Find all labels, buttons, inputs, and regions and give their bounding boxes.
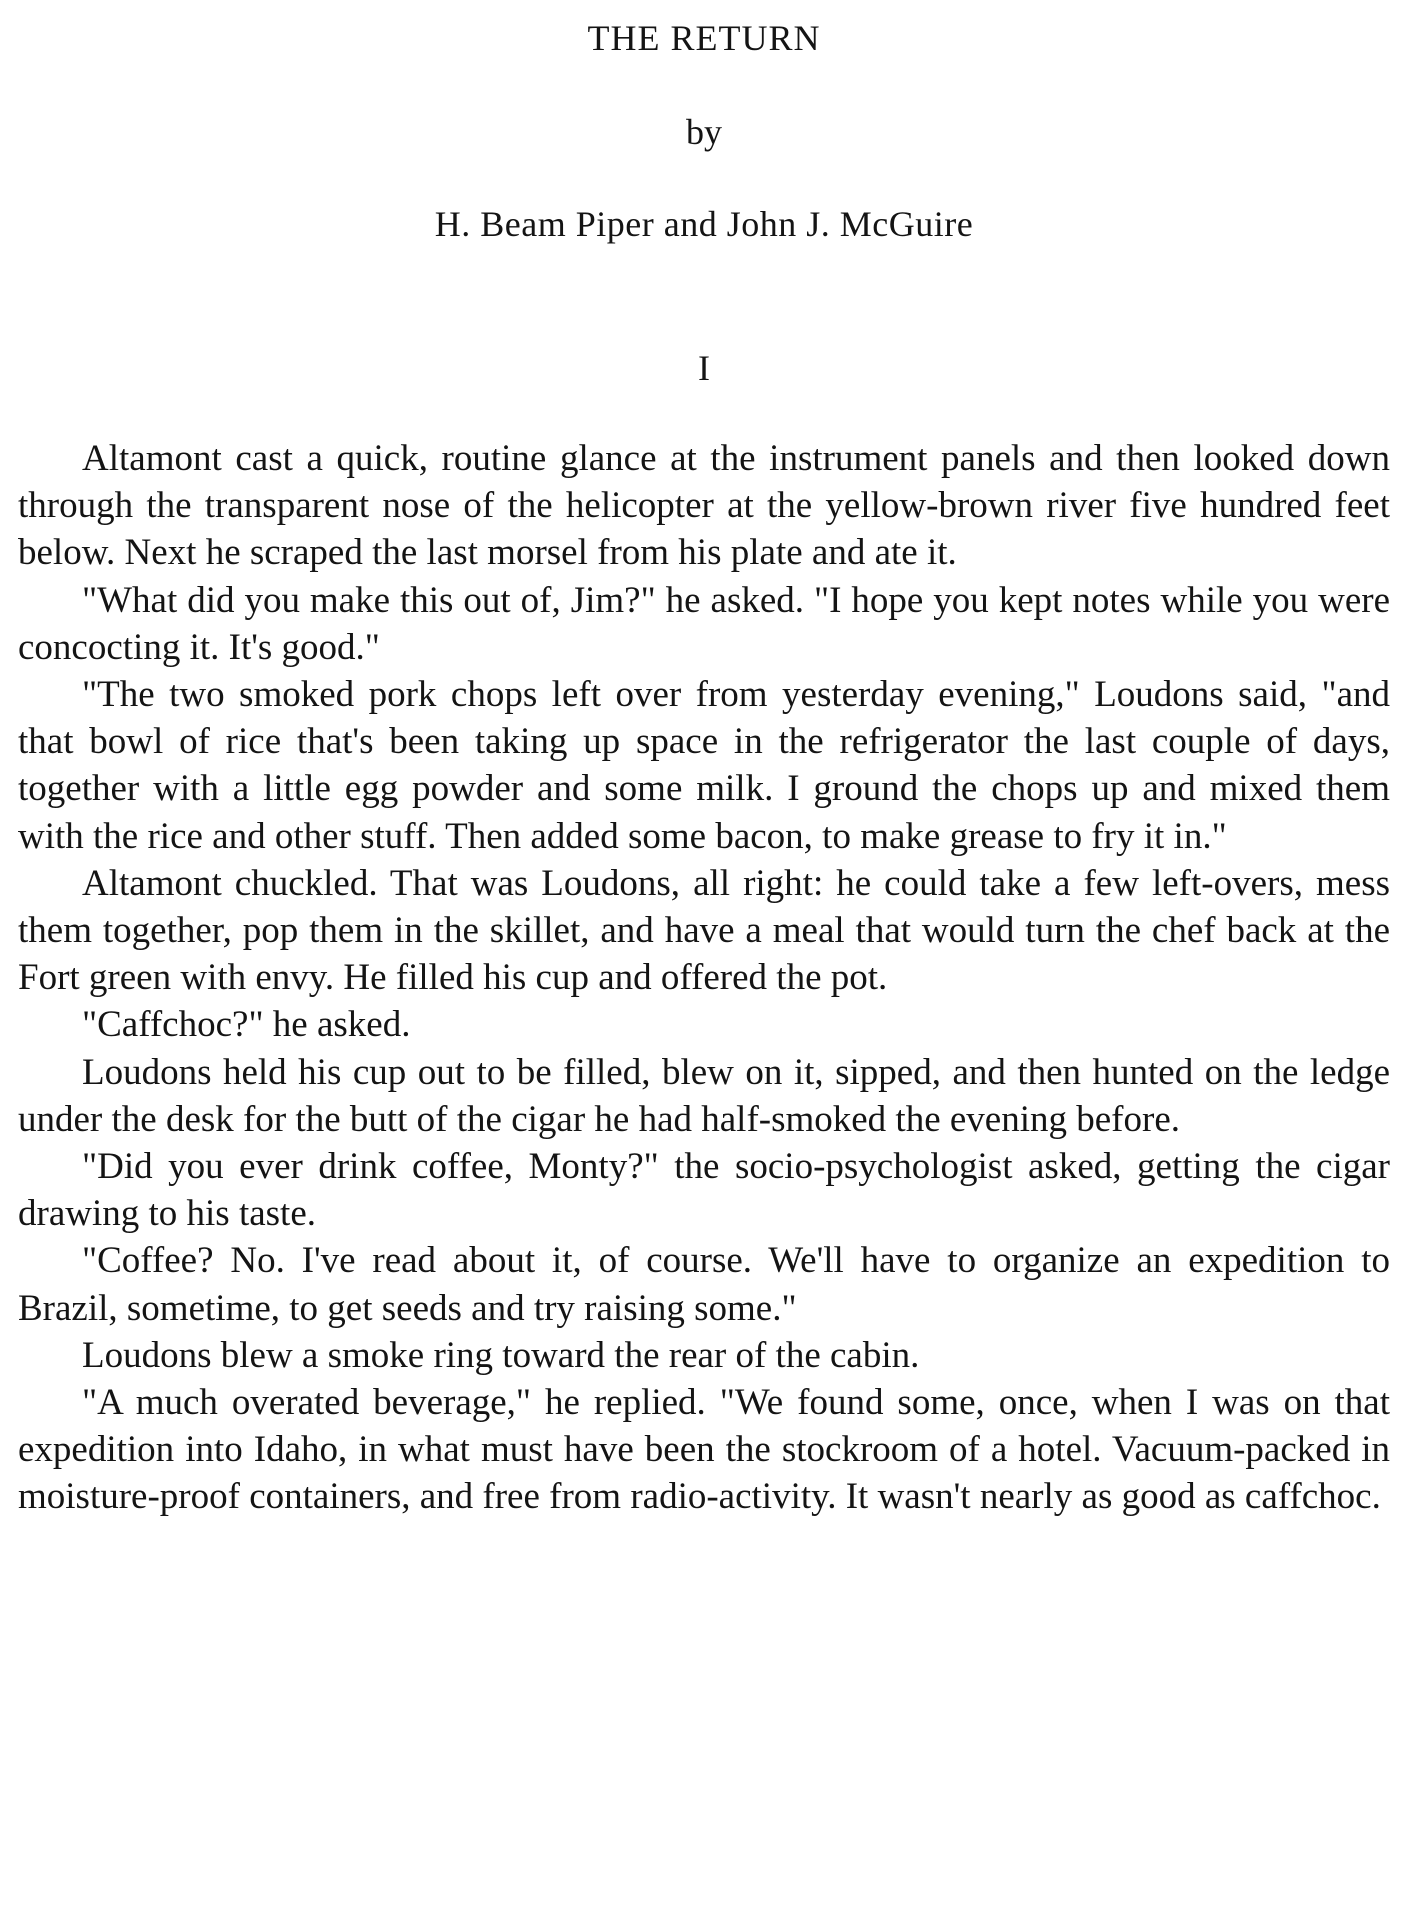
story-title: THE RETURN (587, 18, 821, 58)
paragraph: "Coffee? No. I've read about it, of course. We'll have to organize an expedition to Brazil, sometime, to get seeds and try raising some." (18, 1240, 1390, 1329)
paragraph: Loudons held his cup out to be filled, blew on it, sipped, and then hunted on the ledge under the desk for the butt of the cigar he had half-smoked the evening before. (18, 1051, 1390, 1140)
chapter-number: I (698, 348, 710, 388)
paragraph: Altamont chuckled. That was Loudons, all right: he could take a few left-overs, mess them together, pop them in the skillet, and have a meal that would turn the chef back at the Fort green with envy. He filled his cup and offered the pot. (18, 862, 1390, 999)
paragraph: Altamont cast a quick, routine glance at the instrument panels and then looked down through the transparent nose of the helicopter at the yellow-brown river five hundred feet below. Next he scraped the last morsel from his plate and ate it. (18, 438, 1390, 574)
author-names: H. Beam Piper and John J. McGuire (434, 204, 974, 244)
paragraph: "Did you ever drink coffee, Monty?" the socio-psychologist asked, getting the cigar drawing to his taste. (18, 1146, 1390, 1235)
byline-by: by (686, 112, 722, 152)
story-body (18, 435, 1390, 1521)
paragraph: "What did you make this out of, Jim?" he asked. "I hope you kept notes while you were concocting it. It's good." (18, 579, 1390, 668)
paragraph: Loudons blew a smoke ring toward the rear of the cabin. (82, 1334, 920, 1376)
paragraph: "Caffchoc?" he asked. (82, 1004, 411, 1046)
paragraph: "The two smoked pork chops left over from yesterday evening," Loudons said, "and that bowl of rice that's been taking up space in the refrigerator the last couple of days, together with a little egg powder and some milk. I ground the chops up and mixed them with the rice and other stuff. Then added some bacon, to make grease to fry it in." (18, 674, 1390, 857)
paragraph: "A much overated beverage," he replied. "We found some, once, when I was on that expedition into Idaho, in what must have been the stockroom of a hotel. Vacuum-packed in moisture-proof containers, and free from radio-activity. It wasn't nearly as good as caffchoc. (18, 1382, 1390, 1518)
